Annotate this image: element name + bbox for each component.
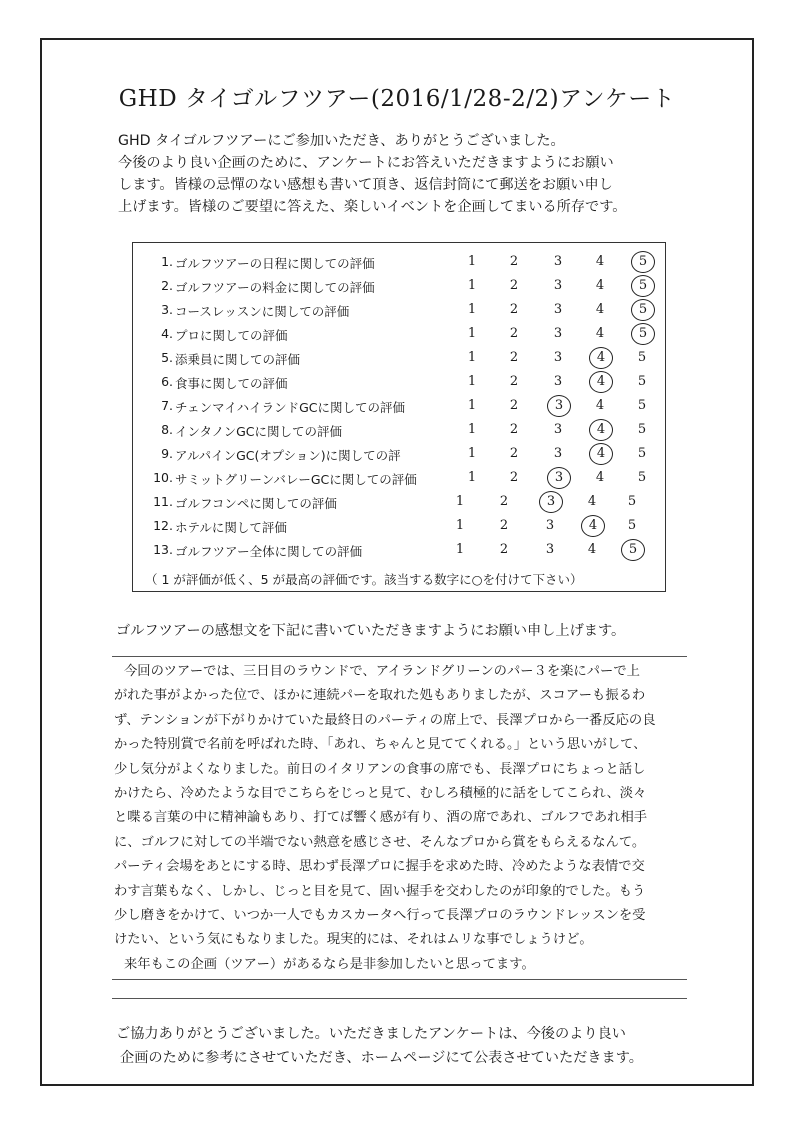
question-row <box>133 299 665 321</box>
comment-underline <box>112 979 687 980</box>
rating-option[interactable]: 2 <box>509 374 519 389</box>
question-text: ゴルフツアー全体に関しての評価 <box>175 544 363 559</box>
closing-line: ご協力ありがとうございました。いただきましたアンケートは、今後のより良い <box>116 1026 626 1042</box>
question-number: 9. <box>161 446 173 461</box>
rating-option-selected[interactable]: 4 <box>581 515 605 537</box>
rating-option[interactable]: 2 <box>499 494 509 509</box>
rating-option-selected[interactable]: 4 <box>589 347 613 369</box>
rating-option[interactable]: 2 <box>509 302 519 317</box>
rating-option[interactable]: 3 <box>545 518 555 533</box>
rating-option[interactable]: 2 <box>509 470 519 485</box>
question-text: 食事に関しての評価 <box>175 376 288 391</box>
question-text: ゴルフツアーの料金に関しての評価 <box>175 280 375 295</box>
question-row <box>133 467 665 489</box>
rating-option[interactable]: 3 <box>553 326 563 341</box>
rating-option[interactable]: 2 <box>499 542 509 557</box>
rating-option[interactable]: 1 <box>467 374 477 389</box>
comment-prompt: ゴルフツアーの感想文を下記に書いていただきますようにお願い申し上げます。 <box>116 623 626 639</box>
rating-option-selected[interactable]: 5 <box>621 539 645 561</box>
rating-option[interactable]: 1 <box>467 470 477 485</box>
closing-line: 企画のために参考にさせていただき、ホームページにて公表させていただきます。 <box>120 1050 643 1066</box>
question-row <box>133 251 665 273</box>
rating-option[interactable]: 2 <box>509 422 519 437</box>
rating-option[interactable]: 1 <box>467 326 477 341</box>
question-row <box>133 491 665 513</box>
question-text: プロに関しての評価 <box>175 328 288 343</box>
rating-option[interactable]: 4 <box>587 542 597 557</box>
question-number: 11. <box>153 494 173 509</box>
intro-line: します。皆様の忌憚のない感想も書いて頂き、返信封筒にて郵送をお願い申し <box>118 177 613 193</box>
rating-option[interactable]: 3 <box>553 422 563 437</box>
question-row <box>133 347 665 369</box>
rating-option[interactable]: 4 <box>595 278 605 293</box>
question-text: ゴルフツアーの日程に関しての評価 <box>175 256 375 271</box>
rating-option-selected[interactable]: 3 <box>539 491 563 513</box>
comment-line: 来年もこの企画（ツアー）があるなら是非参加したいと思ってます。 <box>124 956 535 972</box>
comment-line: かった特別賞で名前を呼ばれた時、「あれ、ちゃんと見ててくれる。」という思いがして、 <box>114 737 647 753</box>
question-number: 10. <box>153 470 173 485</box>
question-number: 12. <box>153 518 173 533</box>
comment-line: がれた事がよかった位で、ほかに連続パーを取れた処もありましたが、スコアーも振るわ <box>114 688 646 704</box>
question-text: サミットグリーンバレーGCに関しての評価 <box>175 472 417 487</box>
question-row <box>133 539 665 561</box>
rating-option[interactable]: 5 <box>637 374 647 389</box>
question-text: ゴルフコンペに関しての評価 <box>175 496 337 511</box>
comment-line: ず、テンションが下がりかけていた最終日のパーティの席上で、長澤プロから一番反応の良 <box>114 712 656 728</box>
rating-option[interactable]: 2 <box>499 518 509 533</box>
question-row <box>133 515 665 537</box>
question-number: 5. <box>161 350 173 365</box>
rating-option[interactable]: 4 <box>595 302 605 317</box>
question-text: インタノンGCに関しての評価 <box>175 424 343 439</box>
rating-option[interactable]: 4 <box>595 326 605 341</box>
comment-line: 今回のツアーでは、三日目のラウンドで、アイランドグリーンのパー３を楽にパーで上 <box>124 664 640 679</box>
question-row <box>133 323 665 345</box>
rating-table <box>132 242 666 592</box>
blank-line <box>112 998 687 999</box>
rating-option[interactable]: 3 <box>553 278 563 293</box>
question-number: 8. <box>161 422 173 437</box>
intro-text <box>118 130 698 218</box>
question-text: コースレッスンに関しての評価 <box>175 304 350 319</box>
comment-area <box>112 656 687 979</box>
comment-line: と喋る言葉の中に精神論もあり、打てば響く感が有り、酒の席であれ、ゴルフであれ相手 <box>114 810 648 826</box>
rating-option[interactable]: 3 <box>553 350 563 365</box>
rating-option[interactable]: 1 <box>467 278 477 293</box>
rating-option[interactable]: 1 <box>467 302 477 317</box>
comment-line: 少し磨きをかけて、いつか一人でもカスカータへ行って長澤プロのラウンドレッスンを受 <box>114 908 646 923</box>
rating-option-selected[interactable]: 5 <box>631 275 655 297</box>
rating-option[interactable]: 5 <box>627 518 637 533</box>
rating-option[interactable]: 1 <box>455 542 465 557</box>
intro-line: GHD タイゴルフツアーにご参加いただき、ありがとうございました。 <box>118 133 565 149</box>
rating-option[interactable]: 2 <box>509 398 519 413</box>
question-number: 1. <box>161 254 173 269</box>
intro-line: 今後のより良い企画のために、アンケートにお答えいただきますようにお願い <box>118 155 614 171</box>
rating-option[interactable]: 5 <box>637 398 647 413</box>
rating-option[interactable]: 5 <box>637 350 647 365</box>
rating-option[interactable]: 1 <box>455 518 465 533</box>
rating-option[interactable]: 4 <box>595 470 605 485</box>
comment-line: パーティ会場をあとにする時、思わず長澤プロに握手を求めた時、冷めたような表情で交 <box>114 859 645 875</box>
rating-option[interactable]: 3 <box>553 374 563 389</box>
rating-option[interactable]: 3 <box>553 446 563 461</box>
rating-option[interactable]: 4 <box>595 398 605 413</box>
comment-line: 少し気分がよくなりました。前日のイタリアンの食事の席でも、長澤プロにちょっと話し <box>114 761 646 777</box>
rating-option-selected[interactable]: 5 <box>631 323 655 345</box>
comment-line: わす言葉もなく、しかし、じっと目を見て、固い握手を交わしたのが印象的でした。もう <box>114 883 646 899</box>
comment-line: に、ゴルフに対しての半端でない熱意を感じさせ、そんなプロから賞をもらえるなんて。 <box>114 834 646 850</box>
scale-note: （ 1 が評価が低く、5 が最高の評価です。該当する数字に○を付けて下さい） <box>145 572 583 587</box>
rating-option[interactable]: 4 <box>595 254 605 269</box>
question-row <box>133 419 665 441</box>
rating-option[interactable]: 2 <box>509 446 519 461</box>
rating-option[interactable]: 3 <box>553 254 563 269</box>
comment-line: けたい、という気にもなりました。現実的には、それはムリな事でしょうけど。 <box>114 932 593 948</box>
rating-option-selected[interactable]: 3 <box>547 395 571 417</box>
rating-option[interactable]: 5 <box>637 422 647 437</box>
closing-text <box>116 1022 716 1070</box>
intro-line: 上げます。皆様のご要望に答えた、楽しいイベントを企画してまいる所存です。 <box>118 199 627 215</box>
rating-option[interactable]: 1 <box>455 494 465 509</box>
rating-option[interactable]: 2 <box>509 254 519 269</box>
rating-option-selected[interactable]: 4 <box>589 371 613 393</box>
question-text: 添乗員に関しての評価 <box>175 352 301 367</box>
rating-option[interactable]: 5 <box>637 446 647 461</box>
rating-option[interactable]: 5 <box>637 470 647 485</box>
rating-option-selected[interactable]: 4 <box>589 443 613 465</box>
rating-option[interactable]: 2 <box>509 350 519 365</box>
question-row <box>133 275 665 297</box>
question-text: アルパインGC(オプション)に関しての評 <box>175 448 401 463</box>
rating-option-selected[interactable]: 5 <box>631 299 655 321</box>
question-number: 4. <box>161 326 173 341</box>
question-text: チェンマイハイランドGCに関しての評価 <box>175 400 406 415</box>
comment-line: かけたら、冷めたような目でこちらをじっと見て、むしろ積極的に話をしてこられ、淡々 <box>114 786 647 801</box>
rating-option[interactable]: 1 <box>467 254 477 269</box>
rating-option[interactable]: 3 <box>553 302 563 317</box>
rating-option-selected[interactable]: 4 <box>589 419 613 441</box>
question-number: 6. <box>161 374 173 389</box>
question-number: 7. <box>161 398 173 413</box>
question-text: ホテルに関して評価 <box>175 520 287 535</box>
rating-option[interactable]: 1 <box>467 446 477 461</box>
question-number: 2. <box>161 278 173 293</box>
rating-option[interactable]: 5 <box>627 494 637 509</box>
question-number: 13. <box>153 542 173 557</box>
rating-option[interactable]: 1 <box>467 398 477 413</box>
rating-option-selected[interactable]: 5 <box>631 251 655 273</box>
question-row <box>133 371 665 393</box>
rating-option[interactable]: 3 <box>545 542 555 557</box>
rating-option[interactable]: 4 <box>587 494 597 509</box>
rating-option-selected[interactable]: 3 <box>547 467 571 489</box>
question-row <box>133 395 665 417</box>
question-number: 3. <box>161 302 173 317</box>
rating-option[interactable]: 2 <box>509 278 519 293</box>
page-title: GHD タイゴルフツアー(2016/1/28-2/2)アンケート <box>118 86 676 112</box>
rating-option[interactable]: 1 <box>467 422 477 437</box>
question-row <box>133 443 665 465</box>
rating-option[interactable]: 2 <box>509 326 519 341</box>
rating-option[interactable]: 1 <box>467 350 477 365</box>
